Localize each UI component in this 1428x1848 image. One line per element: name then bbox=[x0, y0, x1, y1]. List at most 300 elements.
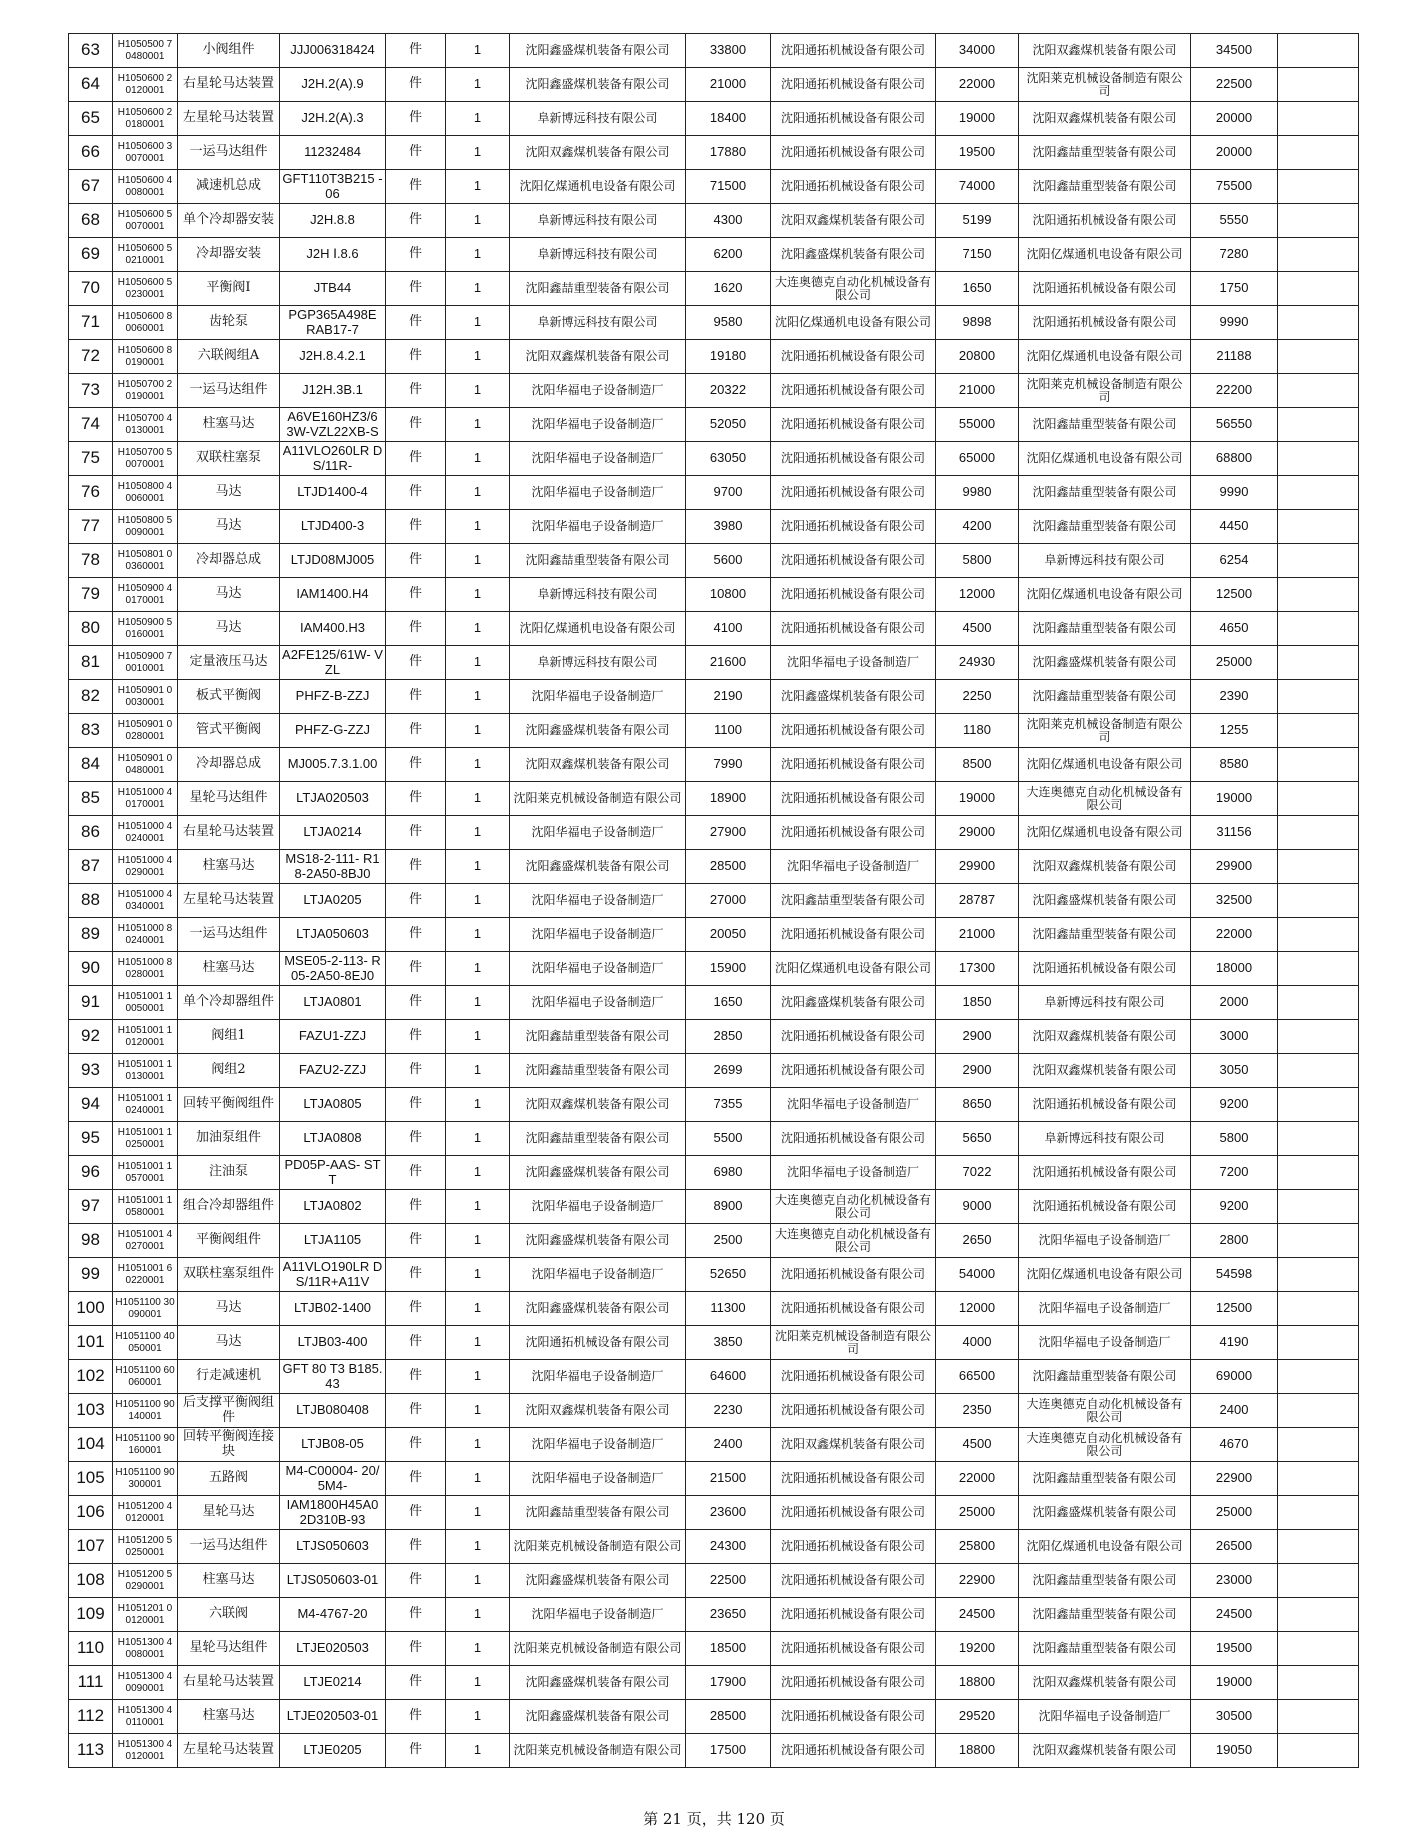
part-name-cell: 星轮马达组件 bbox=[178, 782, 280, 816]
model-number-cell: FAZU1-ZZJ bbox=[280, 1020, 386, 1054]
remarks-cell bbox=[1278, 544, 1359, 578]
table-row bbox=[69, 1598, 1359, 1632]
unit-cell: 件 bbox=[386, 374, 446, 408]
row-number-cell: 85 bbox=[69, 782, 113, 816]
model-number-cell: LTJD1400-4 bbox=[280, 476, 386, 510]
unit-cell: 件 bbox=[386, 1394, 446, 1428]
row-number-cell: 100 bbox=[69, 1292, 113, 1326]
remarks-cell bbox=[1278, 272, 1359, 306]
supplier-3-cell: 沈阳双鑫煤机装备有限公司 bbox=[1019, 34, 1191, 68]
quantity-cell: 1 bbox=[446, 1258, 510, 1292]
quantity-cell: 1 bbox=[446, 1666, 510, 1700]
supplier-2-cell: 沈阳华福电子设备制造厂 bbox=[771, 850, 936, 884]
quantity-cell: 1 bbox=[446, 544, 510, 578]
part-name-cell: 六联阀组A bbox=[178, 340, 280, 374]
price-2-cell: 12000 bbox=[936, 1292, 1019, 1326]
price-2-cell: 22000 bbox=[936, 1462, 1019, 1496]
unit-cell: 件 bbox=[386, 476, 446, 510]
supplier-3-cell: 沈阳鑫喆重型装备有限公司 bbox=[1019, 408, 1191, 442]
price-2-cell: 2350 bbox=[936, 1394, 1019, 1428]
unit-cell: 件 bbox=[386, 986, 446, 1020]
supplier-2-cell: 沈阳通拓机械设备有限公司 bbox=[771, 1530, 936, 1564]
supplier-2-cell: 沈阳鑫盛煤机装备有限公司 bbox=[771, 986, 936, 1020]
part-name-cell: 柱塞马达 bbox=[178, 408, 280, 442]
remarks-cell bbox=[1278, 1734, 1359, 1768]
remarks-cell bbox=[1278, 476, 1359, 510]
table-row bbox=[69, 1496, 1359, 1530]
supplier-2-cell: 沈阳双鑫煤机装备有限公司 bbox=[771, 1428, 936, 1462]
part-name-cell: 右星轮马达装置 bbox=[178, 1666, 280, 1700]
unit-cell: 件 bbox=[386, 1088, 446, 1122]
quantity-cell: 1 bbox=[446, 952, 510, 986]
row-number-cell: 87 bbox=[69, 850, 113, 884]
price-1-cell: 3980 bbox=[686, 510, 771, 544]
part-name-cell: 柱塞马达 bbox=[178, 952, 280, 986]
supplier-2-cell: 沈阳鑫盛煤机装备有限公司 bbox=[771, 680, 936, 714]
unit-cell: 件 bbox=[386, 1156, 446, 1190]
unit-cell: 件 bbox=[386, 1632, 446, 1666]
supplier-1-cell: 沈阳鑫盛煤机装备有限公司 bbox=[510, 1224, 686, 1258]
table-row bbox=[69, 170, 1359, 204]
row-number-cell: 110 bbox=[69, 1632, 113, 1666]
price-1-cell: 9580 bbox=[686, 306, 771, 340]
model-number-cell: GFT110T3B215 -06 bbox=[280, 170, 386, 204]
supplier-1-cell: 沈阳双鑫煤机装备有限公司 bbox=[510, 136, 686, 170]
price-2-cell: 25800 bbox=[936, 1530, 1019, 1564]
supplier-2-cell: 沈阳通拓机械设备有限公司 bbox=[771, 136, 936, 170]
row-number-cell: 89 bbox=[69, 918, 113, 952]
supplier-2-cell: 沈阳通拓机械设备有限公司 bbox=[771, 510, 936, 544]
unit-cell: 件 bbox=[386, 1530, 446, 1564]
row-number-cell: 65 bbox=[69, 102, 113, 136]
table-row bbox=[69, 68, 1359, 102]
price-1-cell: 6200 bbox=[686, 238, 771, 272]
part-name-cell: 左星轮马达装置 bbox=[178, 884, 280, 918]
table-row bbox=[69, 1360, 1359, 1394]
remarks-cell bbox=[1278, 884, 1359, 918]
supplier-3-cell: 沈阳鑫喆重型装备有限公司 bbox=[1019, 612, 1191, 646]
row-number-cell: 91 bbox=[69, 986, 113, 1020]
row-number-cell: 64 bbox=[69, 68, 113, 102]
price-1-cell: 5500 bbox=[686, 1122, 771, 1156]
supplier-3-cell: 沈阳莱克机械设备制造有限公司 bbox=[1019, 374, 1191, 408]
remarks-cell bbox=[1278, 1156, 1359, 1190]
supplier-2-cell: 沈阳通拓机械设备有限公司 bbox=[771, 782, 936, 816]
remarks-cell bbox=[1278, 34, 1359, 68]
price-3-cell: 22000 bbox=[1191, 918, 1278, 952]
part-name-cell: 马达 bbox=[178, 1326, 280, 1360]
supplier-1-cell: 阜新博远科技有限公司 bbox=[510, 646, 686, 680]
price-3-cell: 12500 bbox=[1191, 1292, 1278, 1326]
table-row bbox=[69, 918, 1359, 952]
quantity-cell: 1 bbox=[446, 272, 510, 306]
supplier-1-cell: 沈阳鑫盛煤机装备有限公司 bbox=[510, 1156, 686, 1190]
price-3-cell: 32500 bbox=[1191, 884, 1278, 918]
table-row bbox=[69, 408, 1359, 442]
price-3-cell: 7200 bbox=[1191, 1156, 1278, 1190]
remarks-cell bbox=[1278, 136, 1359, 170]
price-2-cell: 8650 bbox=[936, 1088, 1019, 1122]
part-name-cell: 平衡阀组件 bbox=[178, 1224, 280, 1258]
part-name-cell: 柱塞马达 bbox=[178, 1564, 280, 1598]
price-3-cell: 68800 bbox=[1191, 442, 1278, 476]
supplier-1-cell: 阜新博远科技有限公司 bbox=[510, 238, 686, 272]
table-row bbox=[69, 374, 1359, 408]
part-name-cell: 阀组1 bbox=[178, 1020, 280, 1054]
supplier-1-cell: 沈阳莱克机械设备制造有限公司 bbox=[510, 1632, 686, 1666]
model-number-cell: A6VE160HZ3/6 3W-VZL22XB-S bbox=[280, 408, 386, 442]
model-number-cell: MS18-2-111- R18-2A50-8BJ0 bbox=[280, 850, 386, 884]
supplier-2-cell: 沈阳双鑫煤机装备有限公司 bbox=[771, 204, 936, 238]
supplier-1-cell: 沈阳鑫盛煤机装备有限公司 bbox=[510, 850, 686, 884]
supplier-3-cell: 沈阳鑫喆重型装备有限公司 bbox=[1019, 1462, 1191, 1496]
unit-cell: 件 bbox=[386, 1428, 446, 1462]
quantity-cell: 1 bbox=[446, 476, 510, 510]
model-number-cell: MJ005.7.3.1.00 bbox=[280, 748, 386, 782]
row-number-cell: 98 bbox=[69, 1224, 113, 1258]
unit-cell: 件 bbox=[386, 1224, 446, 1258]
quantity-cell: 1 bbox=[446, 442, 510, 476]
material-code-cell: H1051200 40120001 bbox=[113, 1496, 178, 1530]
price-2-cell: 29520 bbox=[936, 1700, 1019, 1734]
row-number-cell: 113 bbox=[69, 1734, 113, 1768]
supplier-3-cell: 大连奥德克自动化机械设备有限公司 bbox=[1019, 782, 1191, 816]
row-number-cell: 79 bbox=[69, 578, 113, 612]
model-number-cell: LTJA050603 bbox=[280, 918, 386, 952]
quantity-cell: 1 bbox=[446, 986, 510, 1020]
unit-cell: 件 bbox=[386, 1054, 446, 1088]
quantity-cell: 1 bbox=[446, 306, 510, 340]
unit-cell: 件 bbox=[386, 1734, 446, 1768]
price-3-cell: 2000 bbox=[1191, 986, 1278, 1020]
price-1-cell: 18900 bbox=[686, 782, 771, 816]
price-2-cell: 24930 bbox=[936, 646, 1019, 680]
table-row bbox=[69, 612, 1359, 646]
supplier-1-cell: 沈阳通拓机械设备有限公司 bbox=[510, 1326, 686, 1360]
supplier-1-cell: 沈阳华福电子设备制造厂 bbox=[510, 884, 686, 918]
row-number-cell: 99 bbox=[69, 1258, 113, 1292]
model-number-cell: J2H.2(A).3 bbox=[280, 102, 386, 136]
model-number-cell: LTJB08-05 bbox=[280, 1428, 386, 1462]
unit-cell: 件 bbox=[386, 170, 446, 204]
remarks-cell bbox=[1278, 102, 1359, 136]
material-code-cell: H1050600 80190001 bbox=[113, 340, 178, 374]
remarks-cell bbox=[1278, 1564, 1359, 1598]
material-code-cell: H1050600 40080001 bbox=[113, 170, 178, 204]
price-1-cell: 4300 bbox=[686, 204, 771, 238]
supplier-3-cell: 沈阳华福电子设备制造厂 bbox=[1019, 1292, 1191, 1326]
part-name-cell: 马达 bbox=[178, 476, 280, 510]
price-3-cell: 19000 bbox=[1191, 782, 1278, 816]
price-1-cell: 10800 bbox=[686, 578, 771, 612]
price-2-cell: 21000 bbox=[936, 374, 1019, 408]
price-3-cell: 56550 bbox=[1191, 408, 1278, 442]
price-2-cell: 19000 bbox=[936, 782, 1019, 816]
row-number-cell: 86 bbox=[69, 816, 113, 850]
price-1-cell: 21000 bbox=[686, 68, 771, 102]
price-3-cell: 75500 bbox=[1191, 170, 1278, 204]
table-row bbox=[69, 102, 1359, 136]
unit-cell: 件 bbox=[386, 1496, 446, 1530]
remarks-cell bbox=[1278, 238, 1359, 272]
row-number-cell: 109 bbox=[69, 1598, 113, 1632]
remarks-cell bbox=[1278, 340, 1359, 374]
price-3-cell: 2800 bbox=[1191, 1224, 1278, 1258]
quantity-cell: 1 bbox=[446, 612, 510, 646]
quantity-cell: 1 bbox=[446, 238, 510, 272]
supplier-3-cell: 大连奥德克自动化机械设备有限公司 bbox=[1019, 1394, 1191, 1428]
supplier-2-cell: 沈阳通拓机械设备有限公司 bbox=[771, 1054, 936, 1088]
supplier-2-cell: 沈阳通拓机械设备有限公司 bbox=[771, 68, 936, 102]
supplier-1-cell: 沈阳双鑫煤机装备有限公司 bbox=[510, 1394, 686, 1428]
quantity-cell: 1 bbox=[446, 510, 510, 544]
supplier-1-cell: 沈阳莱克机械设备制造有限公司 bbox=[510, 1530, 686, 1564]
part-name-cell: 行走减速机 bbox=[178, 1360, 280, 1394]
material-code-cell: H1051001 40270001 bbox=[113, 1224, 178, 1258]
table-row bbox=[69, 850, 1359, 884]
quantity-cell: 1 bbox=[446, 1326, 510, 1360]
material-code-cell: H1050901 00280001 bbox=[113, 714, 178, 748]
material-code-cell: H1051100 40050001 bbox=[113, 1326, 178, 1360]
unit-cell: 件 bbox=[386, 340, 446, 374]
part-name-cell: 板式平衡阀 bbox=[178, 680, 280, 714]
supplier-3-cell: 沈阳华福电子设备制造厂 bbox=[1019, 1224, 1191, 1258]
row-number-cell: 71 bbox=[69, 306, 113, 340]
supplier-1-cell: 沈阳华福电子设备制造厂 bbox=[510, 374, 686, 408]
supplier-2-cell: 沈阳通拓机械设备有限公司 bbox=[771, 1734, 936, 1768]
supplier-3-cell: 沈阳鑫喆重型装备有限公司 bbox=[1019, 510, 1191, 544]
part-name-cell: 一运马达组件 bbox=[178, 374, 280, 408]
model-number-cell: LTJE020503 bbox=[280, 1632, 386, 1666]
price-1-cell: 9700 bbox=[686, 476, 771, 510]
quantity-cell: 1 bbox=[446, 850, 510, 884]
table-row bbox=[69, 1666, 1359, 1700]
price-3-cell: 19000 bbox=[1191, 1666, 1278, 1700]
remarks-cell bbox=[1278, 170, 1359, 204]
supplier-1-cell: 沈阳鑫喆重型装备有限公司 bbox=[510, 1054, 686, 1088]
supplier-1-cell: 沈阳华福电子设备制造厂 bbox=[510, 1360, 686, 1394]
price-1-cell: 21600 bbox=[686, 646, 771, 680]
supplier-2-cell: 沈阳通拓机械设备有限公司 bbox=[771, 1020, 936, 1054]
price-1-cell: 28500 bbox=[686, 1700, 771, 1734]
price-2-cell: 5650 bbox=[936, 1122, 1019, 1156]
unit-cell: 件 bbox=[386, 612, 446, 646]
row-number-cell: 82 bbox=[69, 680, 113, 714]
supplier-3-cell: 沈阳通拓机械设备有限公司 bbox=[1019, 1156, 1191, 1190]
supplier-1-cell: 阜新博远科技有限公司 bbox=[510, 204, 686, 238]
supplier-3-cell: 沈阳鑫喆重型装备有限公司 bbox=[1019, 1632, 1191, 1666]
row-number-cell: 103 bbox=[69, 1394, 113, 1428]
material-code-cell: H1051000 80280001 bbox=[113, 952, 178, 986]
table-row bbox=[69, 1190, 1359, 1224]
part-name-cell: 平衡阀Ⅰ bbox=[178, 272, 280, 306]
unit-cell: 件 bbox=[386, 34, 446, 68]
price-1-cell: 33800 bbox=[686, 34, 771, 68]
model-number-cell: LTJE0205 bbox=[280, 1734, 386, 1768]
price-2-cell: 9980 bbox=[936, 476, 1019, 510]
supplier-1-cell: 沈阳莱克机械设备制造有限公司 bbox=[510, 1734, 686, 1768]
price-3-cell: 20000 bbox=[1191, 136, 1278, 170]
quantity-cell: 1 bbox=[446, 204, 510, 238]
material-code-cell: H1050600 50230001 bbox=[113, 272, 178, 306]
price-1-cell: 7355 bbox=[686, 1088, 771, 1122]
material-code-cell: H1051300 40090001 bbox=[113, 1666, 178, 1700]
supplier-1-cell: 沈阳鑫喆重型装备有限公司 bbox=[510, 544, 686, 578]
material-code-cell: H1050801 00360001 bbox=[113, 544, 178, 578]
supplier-1-cell: 沈阳华福电子设备制造厂 bbox=[510, 816, 686, 850]
remarks-cell bbox=[1278, 204, 1359, 238]
price-3-cell: 5550 bbox=[1191, 204, 1278, 238]
row-number-cell: 70 bbox=[69, 272, 113, 306]
price-2-cell: 34000 bbox=[936, 34, 1019, 68]
table-row bbox=[69, 1632, 1359, 1666]
price-1-cell: 24300 bbox=[686, 1530, 771, 1564]
part-name-cell: 冷却器安装 bbox=[178, 238, 280, 272]
remarks-cell bbox=[1278, 374, 1359, 408]
material-code-cell: H1051201 00120001 bbox=[113, 1598, 178, 1632]
price-2-cell: 7022 bbox=[936, 1156, 1019, 1190]
unit-cell: 件 bbox=[386, 1258, 446, 1292]
model-number-cell: A11VLO190LR DS/11R+A11V bbox=[280, 1258, 386, 1292]
unit-cell: 件 bbox=[386, 1292, 446, 1326]
material-code-cell: H1051100 60060001 bbox=[113, 1360, 178, 1394]
quantity-cell: 1 bbox=[446, 1462, 510, 1496]
row-number-cell: 74 bbox=[69, 408, 113, 442]
price-3-cell: 4670 bbox=[1191, 1428, 1278, 1462]
unit-cell: 件 bbox=[386, 1020, 446, 1054]
unit-cell: 件 bbox=[386, 782, 446, 816]
table-row bbox=[69, 680, 1359, 714]
part-name-cell: 回转平衡阀连接块 bbox=[178, 1428, 280, 1462]
material-code-cell: H1050600 80060001 bbox=[113, 306, 178, 340]
table-row bbox=[69, 714, 1359, 748]
price-1-cell: 18400 bbox=[686, 102, 771, 136]
price-3-cell: 9200 bbox=[1191, 1088, 1278, 1122]
price-2-cell: 21000 bbox=[936, 918, 1019, 952]
material-code-cell: H1051001 10050001 bbox=[113, 986, 178, 1020]
row-number-cell: 95 bbox=[69, 1122, 113, 1156]
supplier-3-cell: 沈阳鑫喆重型装备有限公司 bbox=[1019, 1360, 1191, 1394]
model-number-cell: PHFZ-G-ZZJ bbox=[280, 714, 386, 748]
model-number-cell: MSE05-2-113- R05-2A50-8EJ0 bbox=[280, 952, 386, 986]
price-3-cell: 23000 bbox=[1191, 1564, 1278, 1598]
part-name-cell: 左星轮马达装置 bbox=[178, 102, 280, 136]
table-row bbox=[69, 952, 1359, 986]
supplier-2-cell: 沈阳华福电子设备制造厂 bbox=[771, 1156, 936, 1190]
table-row bbox=[69, 1224, 1359, 1258]
page-footer: 第 21 页，共 120 页 bbox=[643, 1810, 785, 1828]
supplier-1-cell: 沈阳华福电子设备制造厂 bbox=[510, 408, 686, 442]
remarks-cell bbox=[1278, 952, 1359, 986]
price-2-cell: 22000 bbox=[936, 68, 1019, 102]
row-number-cell: 68 bbox=[69, 204, 113, 238]
row-number-cell: 80 bbox=[69, 612, 113, 646]
price-comparison-table bbox=[68, 33, 1359, 1768]
remarks-cell bbox=[1278, 408, 1359, 442]
supplier-3-cell: 沈阳亿煤通机电设备有限公司 bbox=[1019, 442, 1191, 476]
price-3-cell: 25000 bbox=[1191, 1496, 1278, 1530]
model-number-cell: J2H.2(A).9 bbox=[280, 68, 386, 102]
price-3-cell: 31156 bbox=[1191, 816, 1278, 850]
part-name-cell: 双联柱塞泵 bbox=[178, 442, 280, 476]
model-number-cell: GFT 80 T3 B185.43 bbox=[280, 1360, 386, 1394]
supplier-2-cell: 沈阳通拓机械设备有限公司 bbox=[771, 1700, 936, 1734]
table-row bbox=[69, 1462, 1359, 1496]
price-3-cell: 5800 bbox=[1191, 1122, 1278, 1156]
quantity-cell: 1 bbox=[446, 1054, 510, 1088]
supplier-1-cell: 沈阳莱克机械设备制造有限公司 bbox=[510, 782, 686, 816]
part-name-cell: 右星轮马达装置 bbox=[178, 816, 280, 850]
unit-cell: 件 bbox=[386, 714, 446, 748]
remarks-cell bbox=[1278, 748, 1359, 782]
supplier-2-cell: 沈阳通拓机械设备有限公司 bbox=[771, 102, 936, 136]
quantity-cell: 1 bbox=[446, 1156, 510, 1190]
row-number-cell: 106 bbox=[69, 1496, 113, 1530]
table-row bbox=[69, 1020, 1359, 1054]
price-3-cell: 54598 bbox=[1191, 1258, 1278, 1292]
model-number-cell: IAM1800H45A0 2D310B-93 bbox=[280, 1496, 386, 1530]
material-code-cell: H1050900 70010001 bbox=[113, 646, 178, 680]
price-1-cell: 20050 bbox=[686, 918, 771, 952]
unit-cell: 件 bbox=[386, 1564, 446, 1598]
unit-cell: 件 bbox=[386, 510, 446, 544]
model-number-cell: LTJA020503 bbox=[280, 782, 386, 816]
material-code-cell: H1050700 20190001 bbox=[113, 374, 178, 408]
supplier-3-cell: 沈阳亿煤通机电设备有限公司 bbox=[1019, 340, 1191, 374]
supplier-3-cell: 沈阳鑫喆重型装备有限公司 bbox=[1019, 918, 1191, 952]
unit-cell: 件 bbox=[386, 1666, 446, 1700]
price-2-cell: 4500 bbox=[936, 1428, 1019, 1462]
material-code-cell: H1051000 40290001 bbox=[113, 850, 178, 884]
price-1-cell: 17500 bbox=[686, 1734, 771, 1768]
part-name-cell: 马达 bbox=[178, 510, 280, 544]
price-3-cell: 6254 bbox=[1191, 544, 1278, 578]
price-1-cell: 1650 bbox=[686, 986, 771, 1020]
row-number-cell: 76 bbox=[69, 476, 113, 510]
supplier-3-cell: 阜新博远科技有限公司 bbox=[1019, 986, 1191, 1020]
table-row bbox=[69, 306, 1359, 340]
table-body bbox=[69, 34, 1359, 1768]
price-1-cell: 6980 bbox=[686, 1156, 771, 1190]
supplier-1-cell: 沈阳鑫盛煤机装备有限公司 bbox=[510, 1292, 686, 1326]
supplier-2-cell: 沈阳通拓机械设备有限公司 bbox=[771, 918, 936, 952]
quantity-cell: 1 bbox=[446, 34, 510, 68]
part-name-cell: 左星轮马达装置 bbox=[178, 1734, 280, 1768]
supplier-3-cell: 沈阳鑫喆重型装备有限公司 bbox=[1019, 136, 1191, 170]
quantity-cell: 1 bbox=[446, 102, 510, 136]
supplier-3-cell: 沈阳亿煤通机电设备有限公司 bbox=[1019, 578, 1191, 612]
model-number-cell: LTJA0214 bbox=[280, 816, 386, 850]
supplier-2-cell: 沈阳通拓机械设备有限公司 bbox=[771, 544, 936, 578]
material-code-cell: H1050600 20120001 bbox=[113, 68, 178, 102]
supplier-1-cell: 沈阳双鑫煤机装备有限公司 bbox=[510, 748, 686, 782]
quantity-cell: 1 bbox=[446, 1122, 510, 1156]
price-2-cell: 25000 bbox=[936, 1496, 1019, 1530]
remarks-cell bbox=[1278, 646, 1359, 680]
quantity-cell: 1 bbox=[446, 782, 510, 816]
row-number-cell: 84 bbox=[69, 748, 113, 782]
table-row bbox=[69, 238, 1359, 272]
supplier-2-cell: 沈阳通拓机械设备有限公司 bbox=[771, 408, 936, 442]
model-number-cell: J2H.8.8 bbox=[280, 204, 386, 238]
table-row bbox=[69, 646, 1359, 680]
material-code-cell: H1050901 00480001 bbox=[113, 748, 178, 782]
table-row bbox=[69, 34, 1359, 68]
quantity-cell: 1 bbox=[446, 918, 510, 952]
price-2-cell: 65000 bbox=[936, 442, 1019, 476]
price-1-cell: 15900 bbox=[686, 952, 771, 986]
row-number-cell: 101 bbox=[69, 1326, 113, 1360]
